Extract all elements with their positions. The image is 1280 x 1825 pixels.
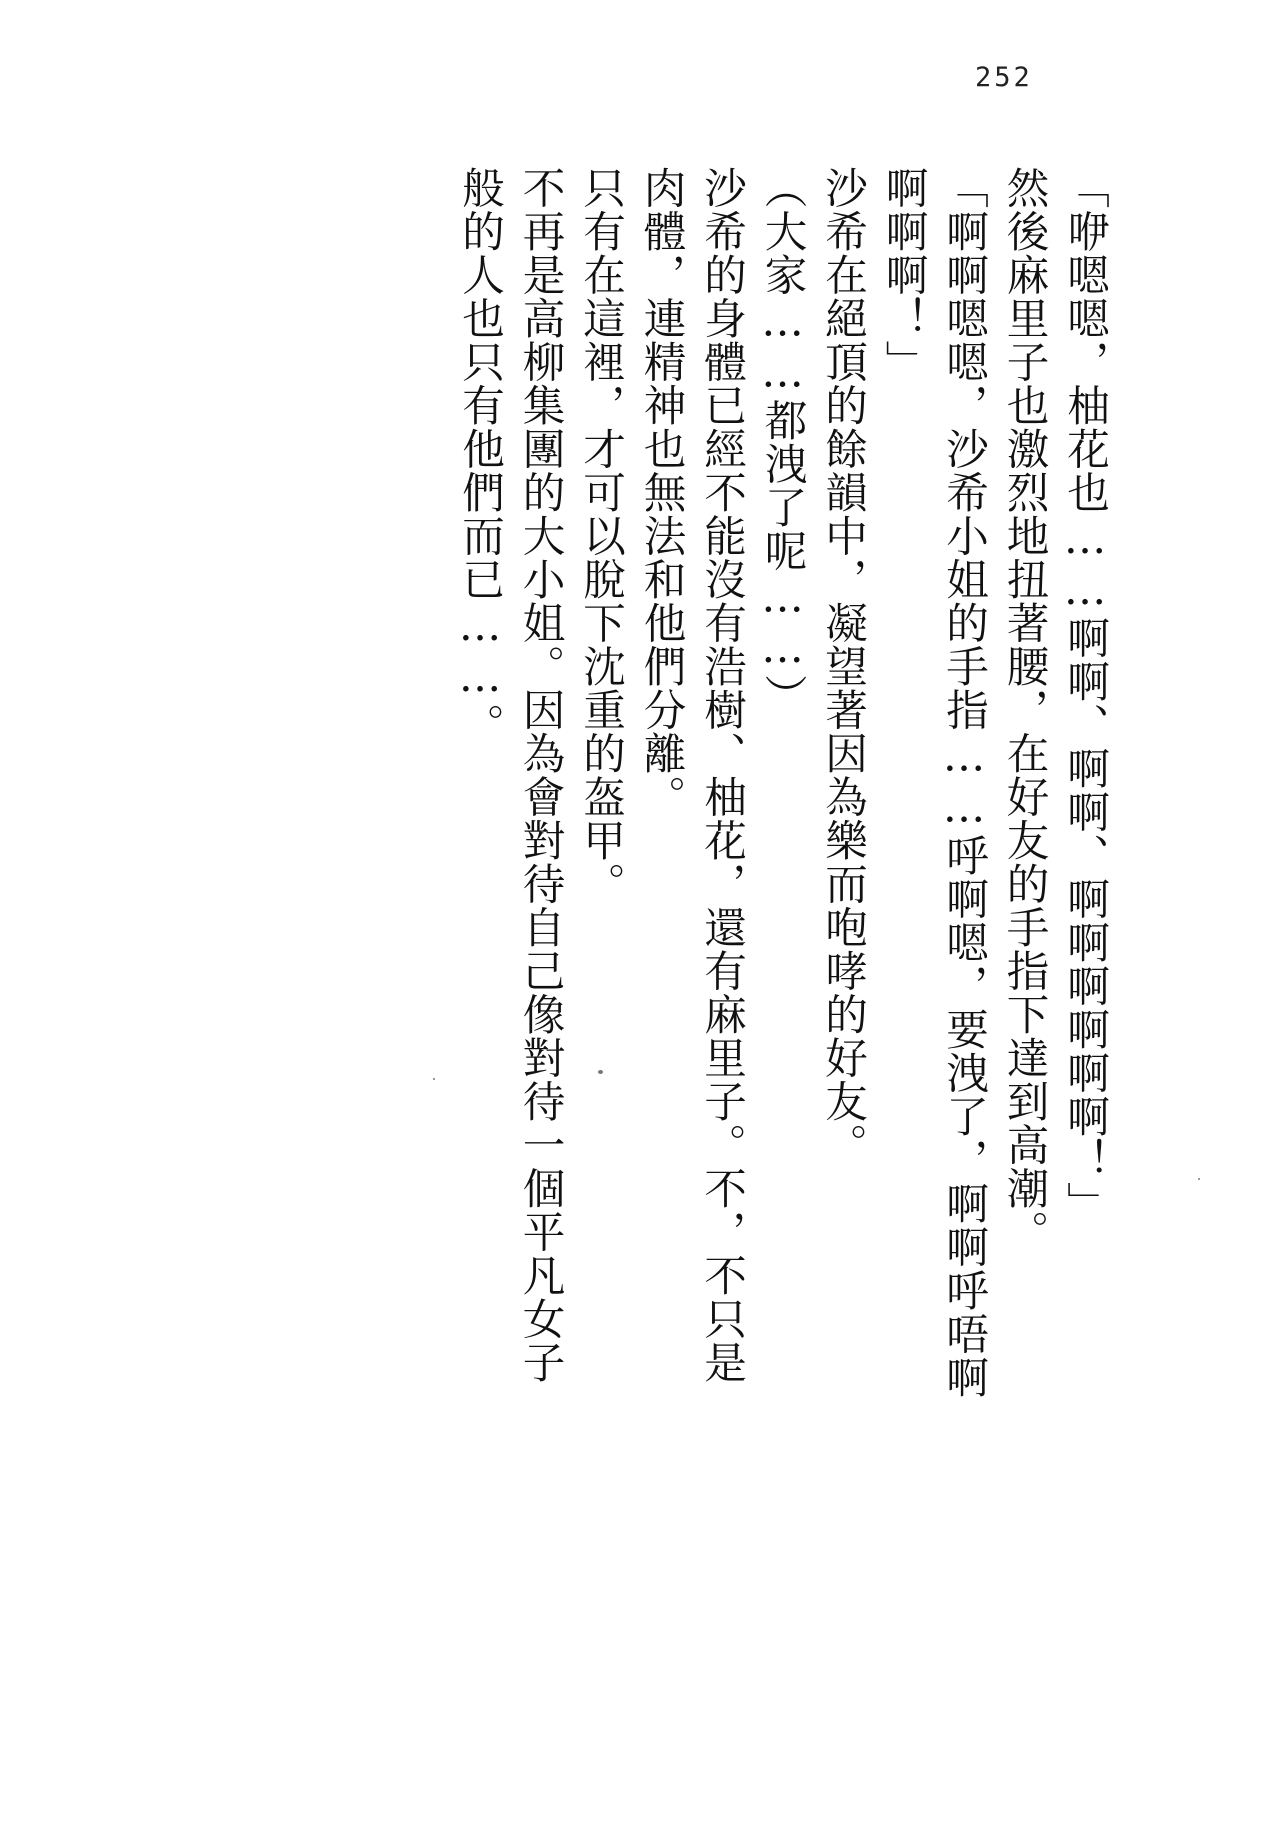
text-line: 沙希的身體已經不能沒有浩樹、柚花，還有麻里子。不，不只是 (697, 166, 747, 1384)
text-line: 不再是高柳集團的大小姐。因為會對待自己像對待一個平凡女子 (515, 166, 566, 1384)
text-line: 啊啊啊！」 (878, 166, 929, 384)
text-line: 然後麻里子也激烈地扭著腰，在好友的手指下達到高潮。 (999, 166, 1050, 1254)
vertical-text-body (380, 166, 1115, 1726)
scan-speck (1198, 1178, 1200, 1180)
text-line: 只有在這裡，才可以脫下沈重的盔甲。 (576, 166, 626, 906)
text-line: 沙希在絕頂的餘韻中，凝望著因為樂而咆哮的好友。 (818, 166, 868, 1167)
scan-speck (598, 1070, 603, 1074)
text-line: （大家……都洩了呢……） (757, 166, 808, 718)
scan-speck (433, 1078, 435, 1080)
text-line: 肉體，連精神也無法和他們分離。 (636, 166, 687, 819)
page-number: 252 (975, 62, 1033, 93)
text-line: 般的人也只有他們而已……。 (455, 166, 505, 747)
text-line: 「咿嗯嗯，柚花也……啊啊、啊啊、啊啊啊啊啊啊！」 (1060, 166, 1110, 1225)
text-line: 「啊啊嗯嗯，沙希小姐的手指……呼啊嗯，要洩了，啊啊呼唔啊 (939, 166, 989, 1399)
